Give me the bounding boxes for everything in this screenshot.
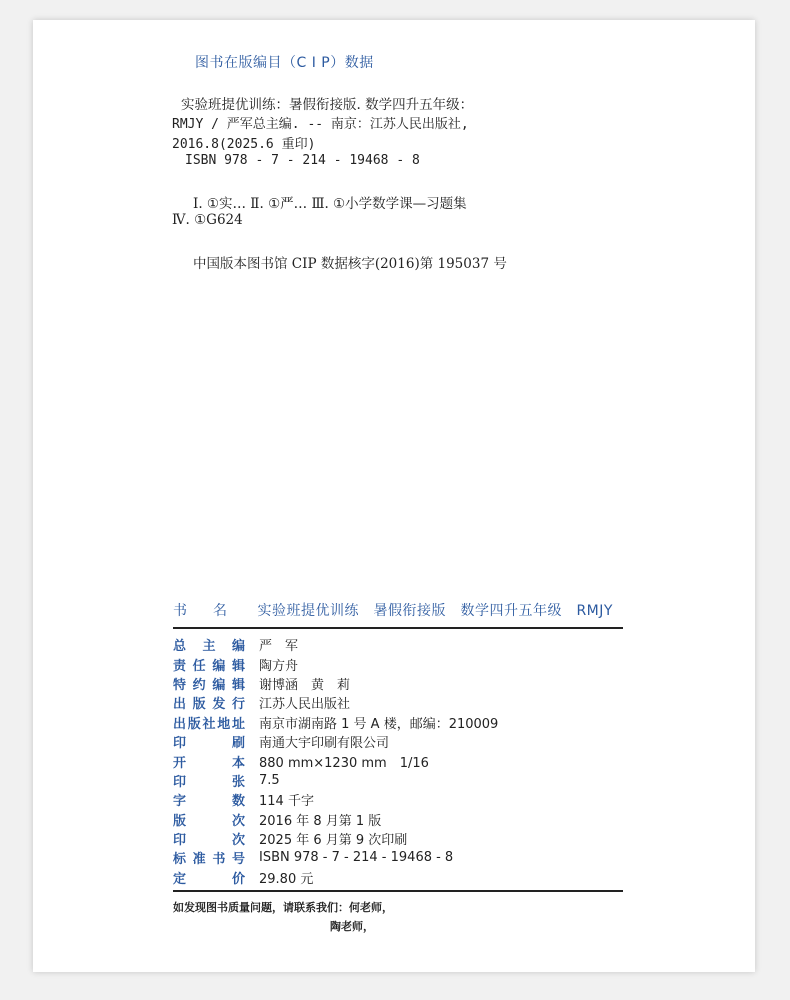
info-row-label: 责 任 编 辑 [173,658,245,674]
info-row [173,751,623,770]
info-row-label: 版 次 [173,813,245,829]
book-name-value: 实验班提优训练 暑假衔接版 数学四升五年级 RMJY [257,603,613,619]
info-row-value: 2016 年 8 月第 1 版 [259,813,382,829]
cip-line-3: 2016.8(2025.6 重印) [172,137,316,152]
info-row-label: 字 数 [173,794,245,810]
info-row-label: 标 准 书 号 [173,852,245,868]
info-row [173,771,623,790]
info-row-value: 陶方舟 [259,658,299,674]
info-row-value: 谢博涵 黄 莉 [259,677,351,693]
info-row-label: 印 张 [173,774,245,790]
info-row [173,810,623,829]
copyright-page [33,20,755,972]
cip-line-1: 实验班提优训练：暑假衔接版. 数学四升五年级： [181,97,474,113]
info-row-value: 严 军 [259,639,299,655]
cip-line-2: RMJY / 严军总主编. -- 南京：江苏人民出版社, [172,117,469,132]
quality-contact-note-2: 陶老师， [330,920,374,933]
info-row [173,732,623,751]
info-row-label: 印 刷 [173,736,245,752]
book-name-row [173,600,613,620]
quality-contact-note: 如发现图书质量问题，请联系我们：何老师， [173,901,393,914]
cip-classification-2: Ⅳ. ①G624 [172,212,243,228]
info-row-value: 29.80 元 [259,871,314,887]
info-row-value: 880 mm×1230 mm 1/16 [259,755,429,771]
info-row [173,635,623,654]
info-row-label: 出 版 发 行 [173,697,245,713]
info-row [173,790,623,809]
top-rule [173,627,623,629]
info-row [173,693,623,712]
cip-classification-1: Ⅰ. ①实… Ⅱ. ①严… Ⅲ. ①小学数学课—习题集 [193,196,467,212]
info-row-value: 江苏人民出版社 [259,697,351,713]
info-row [173,713,623,732]
info-row-label: 特 约 编 辑 [173,677,245,693]
info-row-value: 7.5 [259,772,280,788]
cip-isbn: ISBN 978 - 7 - 214 - 19468 - 8 [185,153,420,168]
info-row [173,868,623,887]
info-row-value: ISBN 978 - 7 - 214 - 19468 - 8 [259,850,454,866]
info-row-value: 南通大宇印刷有限公司 [259,736,390,752]
publication-info-table [173,635,623,887]
book-name-label: 书名 [173,603,253,619]
info-row-value: 2025 年 6 月第 9 次印刷 [259,833,408,849]
info-row-label: 总 主 编 [173,639,245,655]
cip-record-number: 中国版本图书馆 CIP 数据核字(2016)第 195037 号 [193,256,507,272]
info-row [173,848,623,867]
info-row-value: 114 千字 [259,794,314,810]
info-row [173,674,623,693]
info-row-label: 印 次 [173,833,245,849]
info-row [173,654,623,673]
info-row-value: 南京市湖南路 1 号 A 楼，邮编：210009 [259,716,499,732]
info-row-label: 定 价 [173,871,245,887]
info-row-label: 出 版 社 地 址 [173,716,245,732]
info-row-label: 开 本 [173,755,245,771]
info-row [173,829,623,848]
bottom-rule [173,890,623,892]
cip-title: 图书在版编目（C I P）数据 [195,55,374,71]
